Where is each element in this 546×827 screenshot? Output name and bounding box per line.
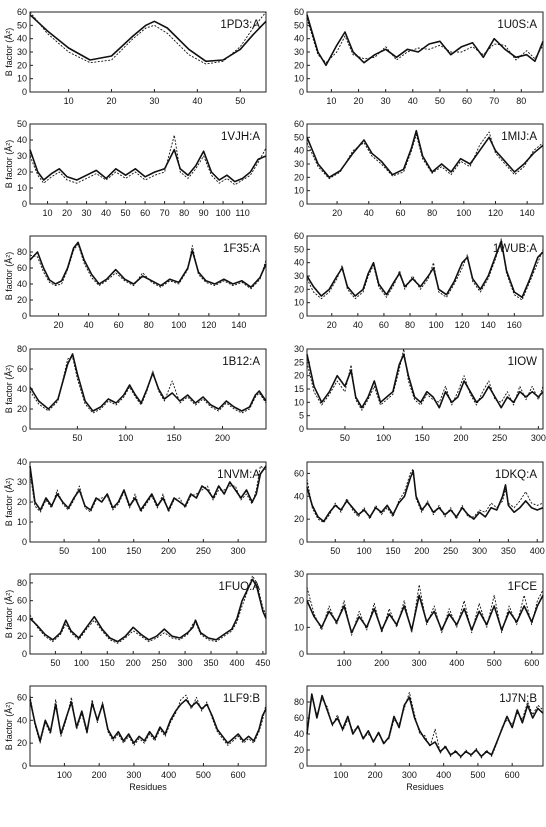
panel-title: 1IOW — [507, 356, 537, 368]
y-tick-label: 10 — [293, 297, 304, 308]
y-tick-label: 10 — [16, 517, 27, 527]
x-tick-label: 100 — [56, 770, 72, 780]
y-tick-label: 80 — [16, 247, 27, 257]
y-tick-label: 0 — [298, 311, 304, 321]
x-tick-label: 150 — [99, 658, 115, 668]
x-tick-label: 60 — [140, 208, 151, 218]
y-tick-label: 40 — [293, 729, 304, 739]
y-tick-label: 10 — [293, 397, 304, 408]
y-tick-label: 20 — [16, 631, 27, 642]
y-tick-label: 20 — [16, 295, 27, 305]
y-tick-label: 30 — [16, 151, 27, 161]
y-tick-label: 20 — [16, 404, 27, 414]
y-tick-label: 60 — [16, 595, 27, 606]
x-tick-label: 70 — [489, 96, 500, 106]
y-tick-label: 50 — [16, 20, 27, 31]
y-tick-label: 40 — [16, 279, 27, 289]
panel-1vjh-a — [4, 119, 266, 218]
y-axis-label: B factor (Å²) — [4, 589, 14, 639]
x-tick-label: 300 — [230, 546, 246, 556]
panel-title: 1F35:A — [222, 243, 260, 255]
y-tick-label: 60 — [16, 263, 27, 273]
y-tick-label: 0 — [298, 761, 304, 771]
y-tick-label: 0 — [298, 424, 304, 434]
panel-1j7n-b — [294, 686, 543, 792]
x-tick-label: 400 — [449, 658, 465, 668]
panel-1pd3-a — [4, 7, 266, 106]
x-tick-label: 100 — [91, 546, 107, 556]
y-tick-label: 20 — [16, 497, 27, 507]
y-tick-label: 20 — [16, 60, 27, 71]
panel-title: 1DKQ:A — [494, 469, 537, 481]
y-tick-label: 10 — [293, 73, 304, 84]
x-tick-label: 250 — [492, 433, 508, 443]
y-tick-label: 60 — [16, 364, 27, 374]
x-tick-label: 200 — [374, 658, 390, 668]
x-tick-label: 40 — [101, 208, 112, 218]
x-tick-label: 350 — [500, 546, 516, 556]
x-tick-label: 150 — [385, 546, 401, 556]
y-tick-label: 0 — [298, 649, 304, 659]
x-tick-label: 500 — [486, 658, 502, 668]
y-tick-label: 60 — [16, 692, 27, 703]
x-tick-label: 600 — [230, 770, 246, 780]
panel-1fce — [294, 569, 543, 668]
x-tick-label: 140 — [480, 320, 496, 330]
y-tick-label: 0 — [298, 199, 304, 209]
panel-1u0s-a — [294, 7, 543, 106]
y-tick-label: 20 — [16, 738, 27, 749]
panel-1lf9-b — [4, 686, 266, 792]
x-tick-label: 20 — [106, 96, 117, 106]
panel-title: 1B12:A — [222, 356, 260, 368]
y-tick-label: 20 — [293, 172, 304, 183]
y-tick-label: 20 — [293, 595, 304, 606]
y-tick-label: 60 — [293, 468, 304, 479]
x-tick-label: 200 — [214, 433, 230, 443]
y-tick-label: 20 — [293, 745, 304, 755]
y-tick-label: 40 — [293, 33, 304, 44]
x-tick-label: 50 — [235, 96, 246, 106]
x-tick-label: 300 — [472, 546, 488, 556]
y-tick-label: 25 — [293, 357, 304, 368]
x-tick-label: 100 — [376, 433, 392, 443]
x-tick-label: 30 — [149, 96, 160, 106]
x-tick-label: 200 — [125, 658, 141, 668]
y-tick-label: 20 — [293, 370, 304, 381]
x-tick-label: 150 — [166, 433, 182, 443]
y-tick-label: 60 — [293, 713, 304, 723]
x-tick-label: 100 — [456, 208, 472, 218]
x-tick-label: 90 — [198, 208, 209, 218]
x-tick-label: 400 — [436, 770, 452, 780]
y-tick-label: 20 — [293, 514, 304, 525]
x-tick-label: 50 — [330, 546, 341, 556]
x-tick-label: 50 — [50, 658, 61, 668]
y-tick-label: 10 — [293, 622, 304, 633]
x-tick-label: 20 — [62, 208, 73, 218]
panel-title: 1WUB:A — [492, 243, 537, 255]
y-tick-label: 40 — [293, 491, 304, 502]
series-line-solid — [30, 700, 266, 743]
y-tick-label: 0 — [298, 87, 304, 97]
y-tick-label: 0 — [21, 649, 27, 659]
x-tick-label: 80 — [179, 208, 190, 218]
x-tick-label: 110 — [235, 208, 250, 218]
x-tick-label: 250 — [151, 658, 167, 668]
x-axis-label: Residues — [129, 782, 167, 792]
y-axis-label: B factor (Å²) — [4, 139, 14, 189]
x-tick-label: 200 — [453, 433, 469, 443]
y-tick-label: 40 — [293, 145, 304, 156]
y-tick-label: 0 — [21, 424, 27, 434]
panel-title: 1LF9:B — [222, 693, 260, 705]
x-tick-label: 40 — [352, 320, 363, 330]
panel-title: 1FUO:A — [218, 581, 260, 593]
y-tick-label: 0 — [21, 87, 27, 97]
x-tick-label: 500 — [195, 770, 211, 780]
x-tick-label: 100 — [215, 208, 231, 218]
x-tick-label: 140 — [231, 320, 247, 330]
panel-title: 1FCE — [507, 581, 537, 593]
x-tick-label: 50 — [59, 546, 70, 556]
x-tick-label: 60 — [113, 320, 124, 330]
y-tick-label: 10 — [16, 73, 27, 84]
x-tick-label: 450 — [255, 658, 271, 668]
x-axis-label: Residues — [406, 782, 444, 792]
y-tick-label: 0 — [298, 537, 304, 547]
y-tick-label: 40 — [293, 257, 304, 268]
x-tick-label: 200 — [367, 770, 383, 780]
y-tick-label: 30 — [293, 159, 304, 169]
x-tick-label: 200 — [414, 546, 430, 556]
panel-1fuo-a — [4, 574, 270, 668]
y-tick-label: 10 — [293, 185, 304, 196]
x-tick-label: 40 — [407, 96, 418, 106]
x-tick-label: 30 — [380, 96, 391, 106]
y-tick-label: 40 — [16, 384, 27, 394]
x-tick-label: 100 — [336, 658, 352, 668]
x-tick-label: 500 — [470, 770, 486, 780]
series-line-solid — [30, 150, 266, 182]
y-tick-label: 80 — [16, 577, 27, 588]
x-tick-label: 100 — [333, 770, 349, 780]
y-tick-label: 50 — [16, 119, 27, 129]
x-tick-label: 80 — [143, 320, 154, 330]
x-tick-label: 40 — [83, 320, 94, 330]
y-tick-label: 30 — [16, 47, 27, 57]
panel-title: 1J7N:B — [499, 693, 537, 705]
panel-title: 1NVM:A — [217, 469, 260, 481]
x-tick-label: 100 — [73, 658, 89, 668]
x-tick-label: 80 — [427, 208, 438, 218]
y-tick-label: 0 — [21, 761, 27, 771]
x-tick-label: 160 — [506, 320, 522, 330]
x-tick-label: 30 — [81, 208, 92, 218]
y-tick-label: 80 — [16, 344, 27, 354]
y-tick-label: 60 — [293, 119, 304, 129]
panel-1b12-a — [4, 344, 266, 443]
y-axis-label: B factor (Å²) — [4, 477, 14, 527]
x-tick-label: 400 — [161, 770, 177, 780]
x-tick-label: 20 — [353, 96, 364, 106]
y-tick-label: 50 — [293, 20, 304, 31]
panel-1wub-a — [294, 231, 543, 330]
panel-1mij-a — [294, 119, 543, 218]
x-tick-label: 150 — [126, 546, 142, 556]
y-tick-label: 0 — [21, 311, 27, 321]
y-tick-label: 40 — [16, 715, 27, 726]
y-tick-label: 20 — [293, 60, 304, 71]
y-tick-label: 40 — [16, 135, 27, 145]
y-tick-label: 20 — [16, 167, 27, 177]
y-tick-label: 40 — [16, 457, 27, 467]
x-tick-label: 300 — [401, 770, 417, 780]
x-tick-label: 300 — [177, 658, 193, 668]
y-tick-label: 30 — [293, 271, 304, 281]
y-axis-label: B factor (Å²) — [4, 251, 14, 301]
y-tick-label: 5 — [298, 410, 304, 421]
panel-title: 1U0S:A — [497, 19, 537, 31]
y-tick-label: 30 — [293, 569, 304, 579]
panel-title: 1VJH:A — [221, 131, 260, 143]
x-tick-label: 80 — [404, 320, 416, 330]
panel-title: 1PD3:A — [220, 19, 260, 31]
y-tick-label: 50 — [293, 132, 304, 143]
panel-1nvm-a — [4, 457, 266, 556]
x-tick-label: 120 — [487, 208, 503, 218]
x-tick-label: 40 — [192, 96, 203, 106]
x-tick-label: 10 — [326, 96, 337, 106]
x-tick-label: 250 — [195, 546, 211, 556]
x-tick-label: 50 — [434, 96, 445, 106]
y-tick-label: 60 — [293, 7, 304, 17]
x-tick-label: 300 — [126, 770, 142, 780]
x-tick-label: 120 — [201, 320, 217, 330]
y-tick-label: 80 — [293, 697, 304, 707]
y-axis-label: B factor (Å²) — [4, 364, 14, 414]
x-tick-label: 40 — [363, 208, 374, 218]
x-tick-label: 20 — [332, 208, 343, 218]
y-tick-label: 30 — [16, 477, 27, 487]
x-tick-label: 400 — [529, 546, 545, 556]
x-tick-label: 300 — [530, 433, 546, 443]
y-tick-label: 10 — [16, 183, 27, 193]
x-tick-label: 10 — [63, 96, 74, 106]
x-tick-label: 100 — [171, 320, 187, 330]
x-tick-label: 50 — [339, 433, 350, 443]
x-tick-label: 70 — [159, 208, 170, 218]
x-tick-label: 20 — [326, 320, 337, 330]
y-tick-label: 20 — [293, 284, 304, 295]
x-tick-label: 50 — [120, 208, 131, 218]
x-tick-label: 60 — [378, 320, 389, 330]
x-tick-label: 350 — [203, 658, 219, 668]
x-tick-label: 10 — [42, 208, 53, 218]
y-tick-label: 15 — [293, 384, 304, 394]
x-tick-label: 200 — [91, 770, 107, 780]
x-tick-label: 600 — [504, 770, 520, 780]
x-tick-label: 200 — [161, 546, 177, 556]
x-tick-label: 400 — [229, 658, 245, 668]
x-tick-label: 600 — [524, 658, 540, 668]
y-tick-label: 30 — [293, 344, 304, 354]
y-tick-label: 30 — [293, 47, 304, 57]
x-tick-label: 150 — [414, 433, 430, 443]
x-tick-label: 60 — [395, 208, 406, 218]
x-tick-label: 300 — [411, 658, 427, 668]
x-tick-label: 100 — [118, 433, 134, 443]
x-tick-label: 80 — [516, 96, 527, 106]
y-tick-label: 60 — [16, 7, 27, 17]
panel-1iow — [294, 344, 546, 443]
x-tick-label: 50 — [72, 433, 83, 443]
x-tick-label: 20 — [53, 320, 64, 330]
y-tick-label: 0 — [21, 199, 27, 209]
y-tick-label: 50 — [293, 244, 304, 255]
y-axis-label: B factor (Å²) — [4, 27, 14, 77]
x-tick-label: 120 — [454, 320, 470, 330]
panel-1f35-a — [4, 236, 266, 330]
y-tick-label: 40 — [16, 33, 27, 44]
panel-title: 1MIJ:A — [501, 131, 537, 143]
panel-1dkq-a — [294, 462, 545, 556]
x-tick-label: 100 — [356, 546, 372, 556]
x-tick-label: 100 — [428, 320, 444, 330]
x-tick-label: 140 — [519, 208, 535, 218]
y-tick-label: 60 — [293, 231, 304, 241]
x-tick-label: 60 — [462, 96, 473, 106]
x-tick-label: 250 — [443, 546, 459, 556]
y-tick-label: 0 — [21, 537, 27, 547]
y-tick-label: 40 — [16, 613, 27, 624]
y-axis-label: B factor (Å²) — [4, 701, 14, 751]
